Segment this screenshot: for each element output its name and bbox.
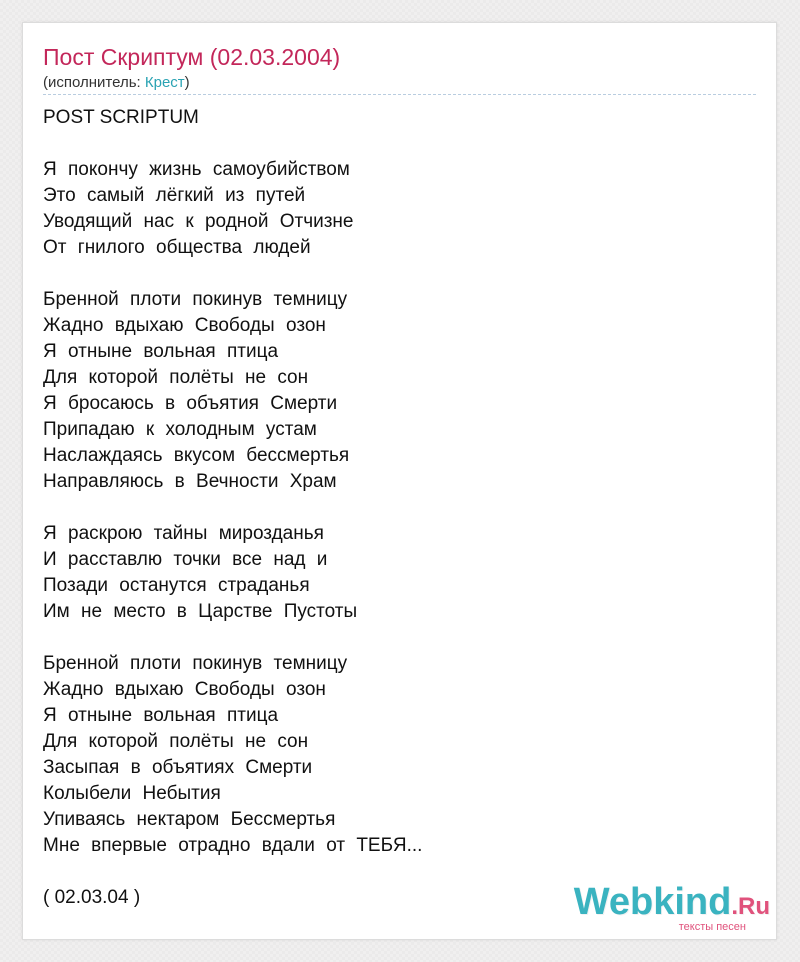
lyric-line: Жадно вдыхаю Свободы озон	[43, 315, 326, 336]
lyric-line: Им не место в Царстве Пустоты	[43, 601, 358, 622]
lyric-line: И расставлю точки все над и	[43, 549, 328, 570]
logo-tagline: тексты песен	[678, 921, 746, 933]
webkind-logo[interactable]	[574, 882, 770, 933]
logo-name: Webkind	[573, 881, 732, 923]
lyrics-heading: POST SCRIPTUM	[43, 107, 199, 128]
lyric-line: Бренной плоти покинув темницу	[43, 653, 348, 674]
lyric-line: Засыпая в объятиях Смерти	[43, 757, 313, 778]
song-title: Пост Скриптум (02.03.2004)	[43, 44, 341, 70]
lyric-line: Я покончу жизнь самоубийством	[43, 159, 350, 180]
artist-suffix: )	[184, 74, 190, 91]
artist-link[interactable]: Крест	[144, 74, 185, 91]
lyric-line: Направляюсь в Вечности Храм	[43, 471, 337, 492]
lyric-line: Я бросаюсь в объятия Смерти	[43, 393, 338, 414]
lyric-line: Для которой полёты не сон	[43, 731, 309, 752]
lyric-line: Бренной плоти покинув темницу	[43, 289, 348, 310]
lyric-line: Это самый лёгкий из путей	[43, 185, 306, 206]
lyrics-card	[22, 22, 777, 940]
lyric-line: Уводящий нас к родной Отчизне	[43, 211, 354, 232]
lyric-line: Припадаю к холодным устам	[43, 419, 317, 440]
lyric-line: Я отныне вольная птица	[43, 705, 279, 726]
lyrics-text	[43, 105, 743, 911]
lyric-line: Я раскрою тайны мирозданья	[43, 523, 324, 544]
logo-domain: .Ru	[731, 893, 770, 920]
lyric-line: Наслаждаясь вкусом бессмертья	[43, 445, 350, 466]
lyric-line: Позади останутся страданья	[43, 575, 310, 596]
lyric-line: Для которой полёты не сон	[43, 367, 309, 388]
divider	[43, 94, 756, 95]
lyric-line: Жадно вдыхаю Свободы озон	[43, 679, 326, 700]
lyric-line: От гнилого общества людей	[43, 237, 311, 258]
artist-line	[43, 74, 190, 92]
lyric-line: Я отныне вольная птица	[43, 341, 279, 362]
lyric-line: Колыбели Небытия	[43, 783, 221, 804]
lyric-line: Упиваясь нектаром Бессмертья	[43, 809, 336, 830]
artist-prefix: (исполнитель:	[43, 74, 145, 91]
lyric-line: Мне впервые отрадно вдали от ТЕБЯ...	[43, 835, 423, 856]
lyrics-date: ( 02.03.04 )	[43, 887, 141, 908]
